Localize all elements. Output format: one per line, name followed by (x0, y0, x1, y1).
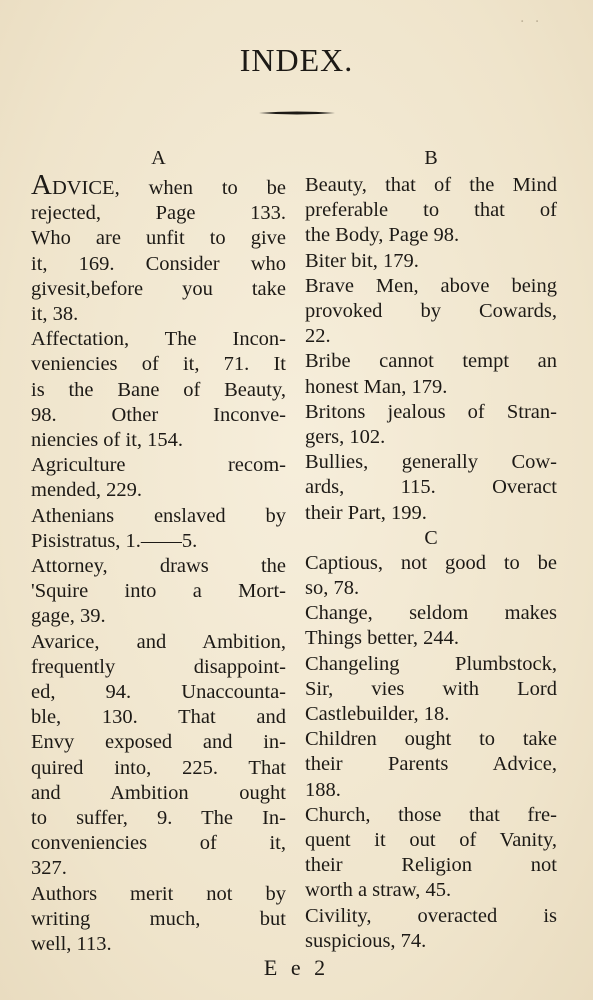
entry-line: ADVICE, when to be (31, 169, 286, 201)
entry-line: their Part, 199. (305, 501, 427, 524)
entry-line: Athenians enslaved by (31, 504, 286, 527)
index-entry (305, 551, 557, 601)
entry-line: it, 38. (31, 303, 79, 326)
entry-line: ed, 94. Unaccounta- (31, 681, 286, 704)
entry-line: Captious, not good to be (305, 551, 557, 574)
index-entry (305, 803, 557, 904)
entry-line: Things better, 244. (305, 627, 460, 650)
entry-line: conveniencies of it, (31, 832, 286, 855)
entry-line: Sir, vies with Lord (305, 677, 557, 700)
entry-line: preferable to that of (305, 199, 557, 222)
entry-line: 22. (305, 325, 331, 348)
index-entry (305, 349, 557, 399)
index-column-right (305, 143, 557, 954)
entry-line: worth a straw, 45. (305, 879, 452, 902)
index-column-left (31, 143, 286, 957)
entry-line: Change, seldom makes (305, 602, 557, 625)
entry-line: ards, 115. Overact (305, 476, 557, 499)
index-entry (305, 249, 557, 274)
entry-line: Attorney, draws the (31, 555, 286, 578)
index-entry (305, 274, 557, 350)
signature-mark: E e 2 (263, 955, 330, 980)
entry-line: Castlebuilder, 18. (305, 703, 450, 726)
entry-line: 'Squire into a Mort- (31, 580, 286, 603)
entry-line: gage, 39. (31, 605, 106, 628)
entry-line: honest Man, 179. (305, 375, 448, 398)
entry-line: Envy exposed and in- (31, 731, 286, 754)
entry-line: niencies of it, 154. (31, 429, 184, 452)
entry-line: Biter bit, 179. (305, 249, 419, 272)
entry-line: Changeling Plumbstock, (305, 652, 557, 675)
entry-line: Agriculture recom- (31, 454, 286, 477)
entry-line: Authors merit not by (31, 882, 286, 905)
index-entry (31, 630, 286, 882)
entry-list-c (305, 551, 557, 954)
entry-line: 327. (31, 857, 67, 880)
page-title: INDEX. (239, 42, 354, 78)
entry-line: and Ambition ought (31, 781, 286, 804)
index-entry (31, 169, 286, 327)
entry-line: so, 78. (305, 577, 360, 600)
entry-line: gers, 102. (305, 426, 386, 449)
index-entry (31, 453, 286, 503)
entry-line: Children ought to take (305, 728, 557, 751)
index-entry (305, 450, 557, 526)
entry-line: 98. Other Inconve- (31, 403, 286, 426)
index-entry (305, 173, 557, 249)
index-entry (305, 601, 557, 651)
entry-line: mended, 229. (31, 479, 143, 502)
section-letter-c: C (424, 526, 438, 549)
entry-line: 188. (305, 778, 341, 801)
entry-line: is the Bane of Beauty, (31, 378, 286, 401)
index-entry (305, 727, 557, 803)
entry-line: Church, those that fre- (305, 803, 557, 826)
index-entry (31, 882, 286, 958)
index-entry (31, 327, 286, 453)
index-entry (305, 400, 557, 450)
entry-line: Affectation, The Incon- (31, 328, 286, 351)
entry-line: Bribe cannot tempt an (305, 350, 557, 373)
entry-line: quired into, 225. That (31, 756, 286, 779)
entry-line: to suffer, 9. The In- (31, 807, 286, 830)
index-entry (31, 504, 286, 554)
entry-line: givesit,before you take (31, 277, 286, 300)
entry-list-b (305, 173, 557, 526)
entry-line: Brave Men, above being (305, 274, 557, 297)
entry-line: Who are unfit to give (31, 227, 286, 250)
entry-line: Civility, overacted is (305, 904, 557, 927)
entry-line: Bullies, generally Cow- (305, 451, 557, 474)
entry-line: Pisistratus, 1.——5. (31, 529, 198, 552)
corner-mark: · · (520, 14, 543, 30)
entry-line: it, 169. Consider who (31, 252, 286, 275)
entry-line: veniencies of it, 71. It (31, 353, 286, 376)
entry-line: their Parents Advice, (305, 753, 557, 776)
section-letter-b: B (424, 147, 438, 169)
entry-line: frequently disappoint- (31, 655, 286, 678)
index-entry (31, 554, 286, 630)
entry-line: the Body, Page 98. (305, 224, 460, 247)
entry-line: quent it out of Vanity, (305, 829, 557, 852)
entry-line: their Religion not (305, 854, 557, 877)
entry-line: Britons jealous of Stran- (305, 400, 557, 423)
entry-line: well, 113. (31, 933, 112, 956)
entry-line: ble, 130. That and (31, 706, 286, 729)
index-entry (305, 652, 557, 728)
entry-line: Beauty, that of the Mind (305, 174, 557, 196)
entry-line: rejected, Page 133. (31, 202, 286, 225)
ornament-rule (259, 111, 335, 115)
entry-line: suspicious, 74. (305, 929, 427, 952)
section-letter-a: A (151, 147, 166, 169)
entry-line: provoked by Cowards, (305, 300, 557, 323)
index-entry (305, 904, 557, 954)
entry-line: Avarice, and Ambition, (31, 630, 286, 653)
entry-list-a (31, 169, 286, 957)
entry-line: writing much, but (31, 907, 286, 930)
